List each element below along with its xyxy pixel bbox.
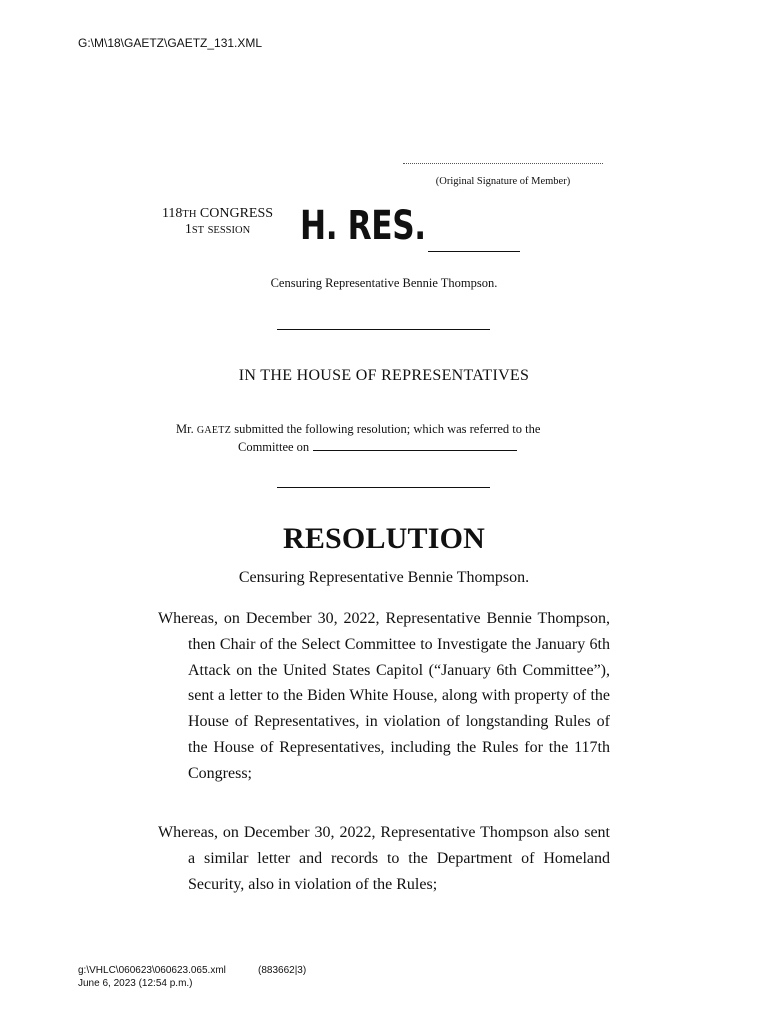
sponsor-name: GAETZ <box>196 425 232 436</box>
congress-session-block <box>150 206 285 238</box>
committee-label: Committee on <box>238 440 310 454</box>
session-line <box>150 222 285 238</box>
signature-caption: (Original Signature of Member) <box>435 176 571 187</box>
short-title: Censuring Representative Bennie Thompson. <box>270 276 498 290</box>
whereas-clause: Whereas, on December 30, 2022, Representative Thompson also sent a similar letter and records to the Department of Homeland Security, also in violation of the Rules; <box>158 824 610 893</box>
congress-word: CONGRESS <box>199 206 274 221</box>
introduction-line-1 <box>176 422 540 437</box>
introduction-line-2 <box>238 439 517 455</box>
introduction-text: submitted the following resolution; which was referred to the <box>234 422 541 436</box>
congress-line <box>150 206 285 222</box>
resolution-heading: RESOLUTION <box>282 522 486 555</box>
bill-designation: H. RES. <box>300 203 426 249</box>
footer-date: June 6, 2023 (12:54 p.m.) <box>78 978 193 989</box>
congress-suffix: TH <box>182 209 197 220</box>
bill-number-blank <box>428 251 520 252</box>
chamber-heading: IN THE HOUSE OF REPRESENTATIVES <box>238 367 530 384</box>
file-path: G:\M\18\GAETZ\GAETZ_131.XML <box>78 36 263 50</box>
footer-file-path: g:\VHLC\060623\060623.065.xml <box>78 965 226 976</box>
whereas-clause: Whereas, on December 30, 2022, Representative Bennie Thompson, then Chair of the Select Committee to Investigate the January 6th Attack on the United States Capitol (“January 6th Committee”), sent a letter to the Biden White House, along with property of the House of Representatives, in violation of longstanding Rules of the House of Representatives, including the Rules for the 117th Congress; <box>158 610 610 782</box>
session-word: SESSION <box>207 225 251 236</box>
session-suffix: ST <box>191 225 205 236</box>
footer-document-id: (883662|3) <box>258 965 307 976</box>
committee-blank <box>313 439 517 451</box>
resolution-subtitle: Censuring Representative Bennie Thompson. <box>238 569 530 586</box>
divider-rule <box>277 329 490 330</box>
session-number: 1 <box>184 222 192 237</box>
divider-rule <box>277 487 490 488</box>
congress-number: 118 <box>161 206 183 221</box>
signature-line <box>403 163 603 164</box>
sponsor-prefix: Mr. <box>176 422 194 436</box>
